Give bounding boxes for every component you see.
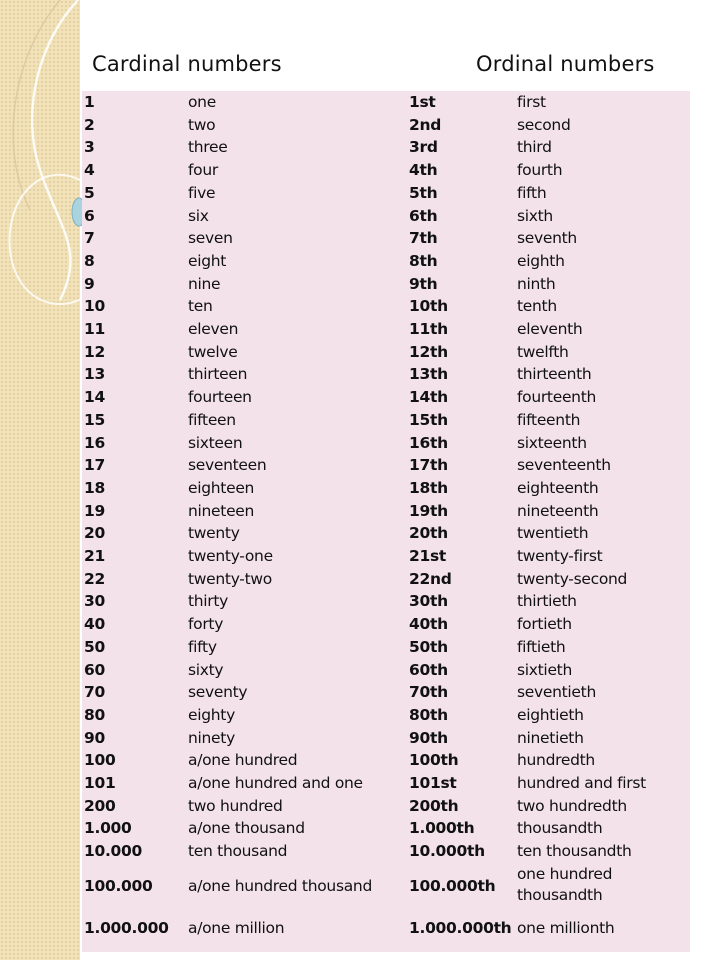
table-row bbox=[82, 568, 690, 591]
ordinal-digits: 13th bbox=[409, 365, 448, 384]
ordinal-digits: 15th bbox=[409, 410, 448, 429]
table-row bbox=[82, 500, 690, 523]
cardinal-word: thirty bbox=[188, 592, 229, 611]
cardinal-word: six bbox=[188, 206, 209, 225]
ordinal-word: seventeenth bbox=[517, 456, 611, 475]
table-row bbox=[82, 636, 690, 659]
table-row bbox=[82, 840, 690, 863]
ordinal-digits: 14th bbox=[409, 388, 448, 407]
cardinal-digits: 9 bbox=[84, 274, 95, 293]
cardinal-word: eight bbox=[188, 251, 227, 270]
cardinal-word: ten bbox=[188, 297, 213, 316]
cardinal-word: a/one thousand bbox=[188, 819, 305, 838]
cardinal-digits: 20 bbox=[84, 524, 105, 543]
ordinal-digits: 11th bbox=[409, 320, 448, 338]
cardinal-digits: 100 bbox=[84, 751, 116, 770]
ordinal-digits: 8th bbox=[409, 251, 438, 270]
cardinal-digits: 100.000 bbox=[84, 876, 153, 895]
cardinal-digits: 19 bbox=[84, 501, 105, 520]
table-row bbox=[82, 227, 690, 250]
ordinal-digits: 50th bbox=[409, 637, 448, 656]
table-row bbox=[82, 273, 690, 296]
ordinal-word: fortieth bbox=[517, 615, 572, 634]
cardinal-word: one bbox=[188, 93, 216, 111]
cardinal-digits: 80 bbox=[84, 705, 105, 724]
ordinal-word: hundred and first bbox=[517, 774, 646, 792]
cardinal-digits: 16 bbox=[84, 433, 105, 452]
ordinal-digits: 10.000th bbox=[409, 842, 485, 861]
ordinal-digits: 3rd bbox=[409, 138, 438, 157]
ordinal-word: first bbox=[517, 93, 546, 111]
ordinal-word: twenty-first bbox=[517, 547, 603, 565]
table-row bbox=[82, 432, 690, 455]
cardinal-word: fourteen bbox=[188, 388, 252, 407]
table-row bbox=[82, 205, 690, 228]
cardinal-digits: 5 bbox=[84, 183, 95, 202]
table-row bbox=[82, 749, 690, 772]
cardinal-word: thirteen bbox=[188, 365, 248, 384]
table-row bbox=[82, 817, 690, 840]
ordinal-digits: 18th bbox=[409, 478, 448, 497]
cardinal-word: a/one hundred and one bbox=[188, 774, 363, 792]
cardinal-heading: Cardinal numbers bbox=[92, 52, 282, 76]
cardinal-digits: 21 bbox=[84, 547, 105, 565]
cardinal-digits: 40 bbox=[84, 615, 105, 634]
table-row bbox=[82, 477, 690, 500]
ordinal-digits: 5th bbox=[409, 183, 438, 202]
ordinal-digits: 1.000th bbox=[409, 819, 475, 838]
ordinal-word: twentieth bbox=[517, 524, 589, 543]
cardinal-word: twenty-one bbox=[188, 547, 273, 565]
ordinal-word: second bbox=[517, 115, 571, 134]
ordinal-word: thirtieth bbox=[517, 592, 577, 611]
ordinal-word: ten thousandth bbox=[517, 842, 632, 861]
table-row bbox=[82, 681, 690, 704]
cardinal-word: forty bbox=[188, 615, 224, 634]
cardinal-digits: 30 bbox=[84, 592, 105, 611]
table-row bbox=[82, 659, 690, 682]
cardinal-word: sixteen bbox=[188, 433, 243, 452]
ordinal-digits: 2nd bbox=[409, 115, 442, 134]
cardinal-word: eighty bbox=[188, 705, 235, 724]
ordinal-word: sixth bbox=[517, 206, 553, 225]
cardinal-word: twenty-two bbox=[188, 569, 272, 588]
ordinal-digits: 20th bbox=[409, 524, 448, 543]
table-row bbox=[82, 454, 690, 477]
ordinal-word: hundredth bbox=[517, 751, 595, 770]
ordinal-digits: 9th bbox=[409, 274, 438, 293]
cardinal-word: twelve bbox=[188, 342, 238, 361]
cardinal-digits: 10.000 bbox=[84, 842, 143, 861]
ordinal-word: one hundred thousandth bbox=[517, 864, 613, 904]
cardinal-digits: 22 bbox=[84, 569, 105, 588]
cardinal-word: two hundred bbox=[188, 796, 283, 815]
cardinal-word: twenty bbox=[188, 524, 240, 543]
cardinal-word: fifty bbox=[188, 637, 217, 656]
table-row bbox=[82, 341, 690, 364]
cardinal-digits: 1.000 bbox=[84, 819, 132, 838]
ordinal-word: seventieth bbox=[517, 683, 596, 702]
table-row bbox=[82, 613, 690, 636]
cardinal-word: four bbox=[188, 161, 218, 180]
ordinal-word: twelfth bbox=[517, 342, 569, 361]
cardinal-word: a/one million bbox=[188, 918, 285, 937]
ordinal-digits: 19th bbox=[409, 501, 448, 520]
cardinal-word: five bbox=[188, 183, 216, 202]
ordinal-digits: 7th bbox=[409, 229, 438, 248]
cardinal-word: a/one hundred bbox=[188, 751, 298, 770]
ordinal-word: two hundredth bbox=[517, 796, 627, 815]
cardinal-word: fifteen bbox=[188, 410, 236, 429]
cardinal-digits: 11 bbox=[84, 320, 105, 338]
table-row bbox=[82, 704, 690, 727]
table-row bbox=[82, 545, 690, 568]
cardinal-digits: 13 bbox=[84, 365, 105, 384]
cardinal-word: seventy bbox=[188, 683, 248, 702]
cardinal-digits: 101 bbox=[84, 774, 116, 792]
ordinal-digits: 12th bbox=[409, 342, 448, 361]
ordinal-digits: 10th bbox=[409, 297, 448, 316]
ordinal-heading: Ordinal numbers bbox=[476, 52, 655, 76]
table-row bbox=[82, 727, 690, 750]
cardinal-word: seven bbox=[188, 229, 233, 248]
ordinal-word: one millionth bbox=[517, 918, 615, 937]
cardinal-digits: 2 bbox=[84, 115, 95, 134]
cardinal-word: ten thousand bbox=[188, 842, 288, 861]
cardinal-digits: 7 bbox=[84, 229, 95, 248]
ordinal-digits: 30th bbox=[409, 592, 448, 611]
cardinal-digits: 1.000.000 bbox=[84, 918, 169, 937]
cardinal-digits: 6 bbox=[84, 206, 95, 225]
ordinal-word: fourth bbox=[517, 161, 563, 180]
ordinal-digits: 101st bbox=[409, 774, 457, 792]
table-row bbox=[82, 522, 690, 545]
ordinal-word: fifteenth bbox=[517, 410, 581, 429]
cardinal-digits: 17 bbox=[84, 456, 105, 475]
ordinal-digits: 100.000th bbox=[409, 876, 496, 895]
ordinal-word: twenty-second bbox=[517, 569, 628, 588]
ordinal-digits: 70th bbox=[409, 683, 448, 702]
cardinal-word: two bbox=[188, 115, 216, 134]
cardinal-word: three bbox=[188, 138, 228, 157]
table-row bbox=[82, 917, 690, 940]
table-row bbox=[82, 795, 690, 818]
table-row bbox=[82, 363, 690, 386]
cardinal-word: ninety bbox=[188, 728, 235, 747]
cardinal-word: eleven bbox=[188, 320, 239, 338]
cardinal-digits: 14 bbox=[84, 388, 105, 407]
table-row bbox=[82, 318, 690, 341]
ordinal-word: third bbox=[517, 138, 552, 157]
ordinal-digits: 4th bbox=[409, 161, 438, 180]
ordinal-word: fiftieth bbox=[517, 637, 566, 656]
cardinal-word: eighteen bbox=[188, 478, 255, 497]
cardinal-word: nine bbox=[188, 274, 221, 293]
cardinal-word: seventeen bbox=[188, 456, 267, 475]
ordinal-word: thirteenth bbox=[517, 365, 592, 384]
ordinal-digits: 1.000.000th bbox=[409, 918, 512, 937]
ordinal-digits: 1st bbox=[409, 93, 436, 111]
ordinal-word: eighth bbox=[517, 251, 565, 270]
cardinal-digits: 4 bbox=[84, 161, 95, 180]
cardinal-digits: 60 bbox=[84, 660, 105, 679]
ordinal-word: sixtieth bbox=[517, 660, 572, 679]
cardinal-word: sixty bbox=[188, 660, 224, 679]
ordinal-word: eightieth bbox=[517, 705, 584, 724]
ordinal-word: sixteenth bbox=[517, 433, 587, 452]
cardinal-digits: 15 bbox=[84, 410, 105, 429]
ordinal-digits: 60th bbox=[409, 660, 448, 679]
ordinal-word: fifth bbox=[517, 183, 547, 202]
ordinal-word: ninetieth bbox=[517, 728, 584, 747]
ordinal-digits: 22nd bbox=[409, 569, 452, 588]
table-row bbox=[82, 159, 690, 182]
table-row bbox=[82, 114, 690, 137]
table-row bbox=[82, 772, 690, 795]
ordinal-digits: 80th bbox=[409, 705, 448, 724]
ordinal-word: ninth bbox=[517, 274, 556, 293]
cardinal-word: a/one hundred thousand bbox=[188, 876, 372, 895]
numbers-table bbox=[82, 91, 690, 952]
ordinal-word: fourteenth bbox=[517, 388, 597, 407]
ordinal-digits: 40th bbox=[409, 615, 448, 634]
ordinal-digits: 200th bbox=[409, 796, 459, 815]
table-row bbox=[82, 295, 690, 318]
cardinal-digits: 70 bbox=[84, 683, 105, 702]
table-row bbox=[82, 250, 690, 273]
table-row bbox=[82, 182, 690, 205]
ordinal-word: eighteenth bbox=[517, 478, 599, 497]
ordinal-digits: 17th bbox=[409, 456, 448, 475]
cardinal-digits: 18 bbox=[84, 478, 105, 497]
cardinal-digits: 8 bbox=[84, 251, 95, 270]
cardinal-digits: 1 bbox=[84, 93, 95, 111]
table-row bbox=[82, 409, 690, 432]
cardinal-digits: 10 bbox=[84, 297, 105, 316]
table-row bbox=[82, 91, 690, 114]
table-row bbox=[82, 136, 690, 159]
ordinal-word: nineteenth bbox=[517, 501, 599, 520]
cardinal-digits: 50 bbox=[84, 637, 105, 656]
ordinal-digits: 16th bbox=[409, 433, 448, 452]
table-row bbox=[82, 386, 690, 409]
table-row bbox=[82, 863, 690, 909]
cardinal-word: nineteen bbox=[188, 501, 255, 520]
ordinal-digits: 6th bbox=[409, 206, 438, 225]
ordinal-word: eleventh bbox=[517, 320, 583, 338]
cardinal-digits: 90 bbox=[84, 728, 105, 747]
ordinal-word: thousandth bbox=[517, 819, 603, 838]
ordinal-digits: 100th bbox=[409, 751, 459, 770]
cardinal-digits: 12 bbox=[84, 342, 105, 361]
ordinal-word: tenth bbox=[517, 297, 557, 316]
ordinal-digits: 90th bbox=[409, 728, 448, 747]
ordinal-digits: 21st bbox=[409, 547, 447, 565]
cardinal-digits: 200 bbox=[84, 796, 116, 815]
ordinal-word: seventh bbox=[517, 229, 577, 248]
table-row bbox=[82, 590, 690, 613]
cardinal-digits: 3 bbox=[84, 138, 95, 157]
